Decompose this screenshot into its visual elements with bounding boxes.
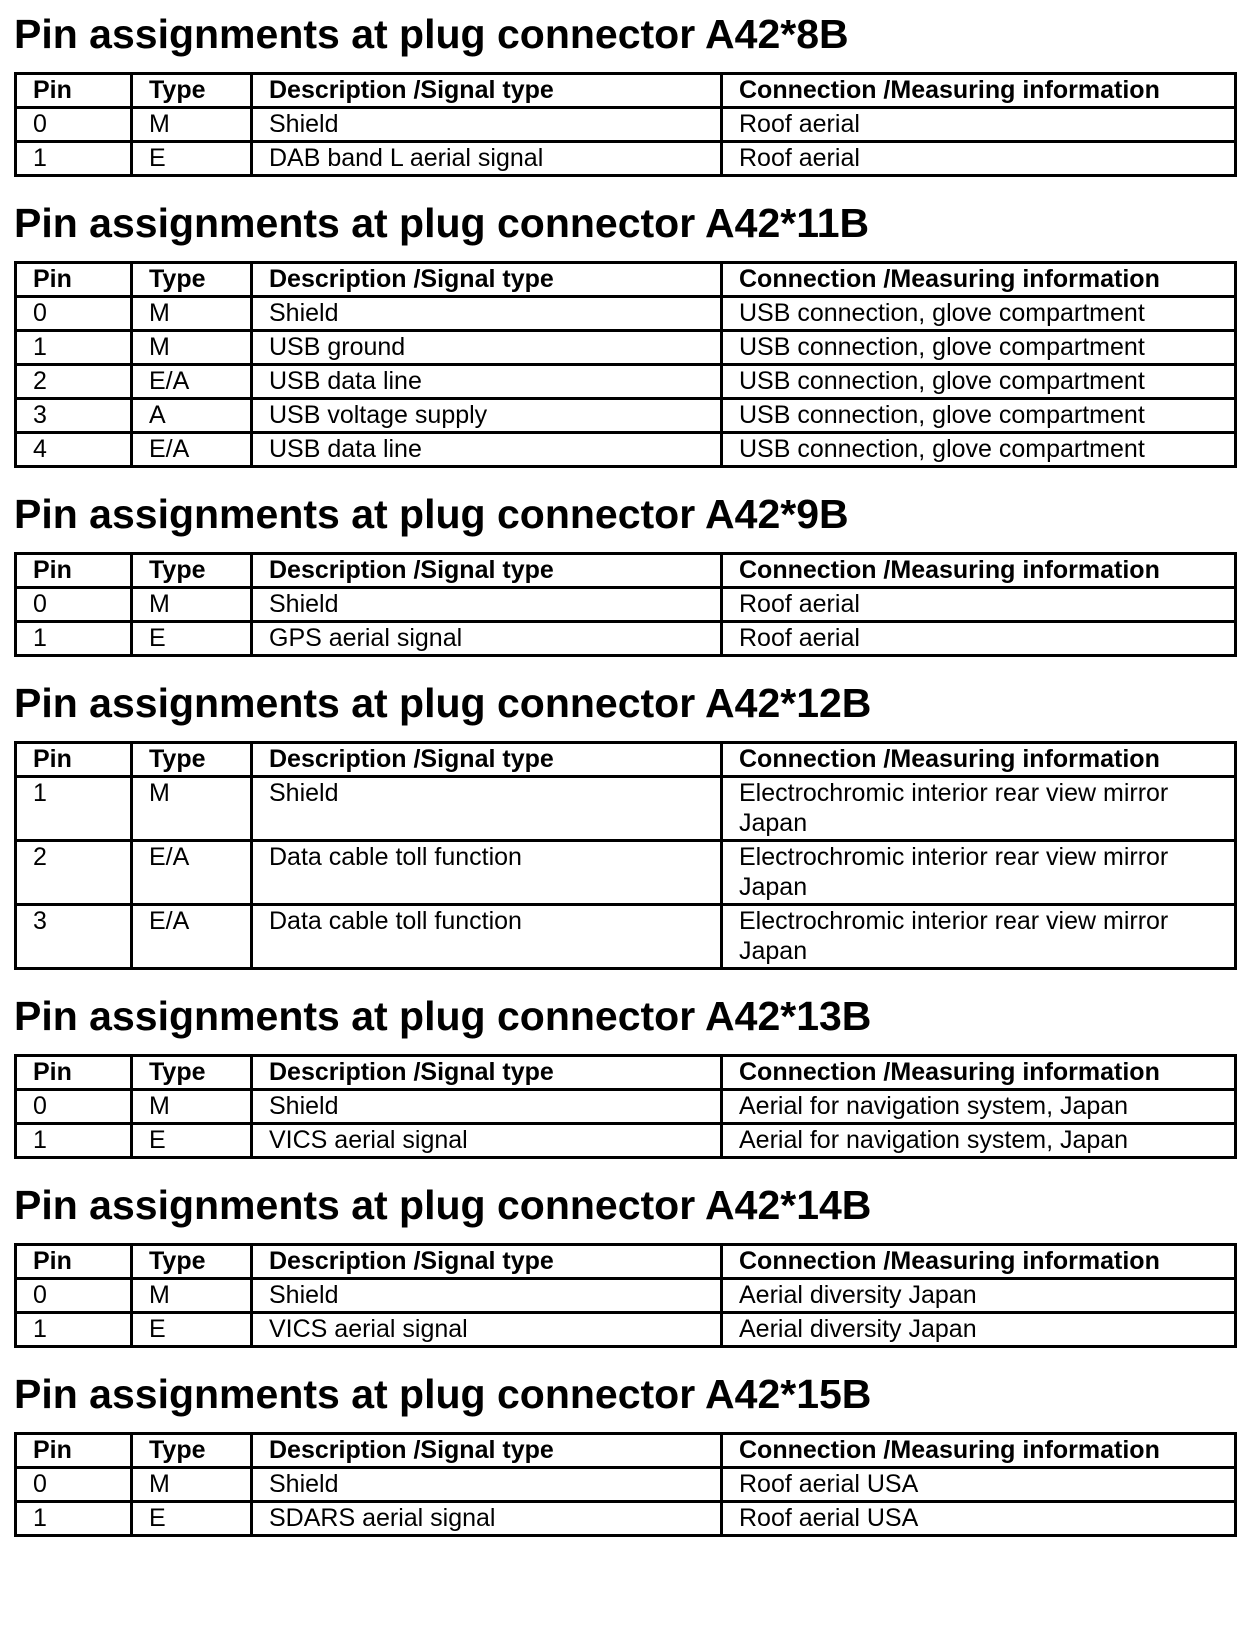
cell-description: Shield — [252, 1090, 722, 1124]
cell-connection: USB connection, glove compartment — [722, 365, 1236, 399]
cell-connection: Roof aerial USA — [722, 1502, 1236, 1536]
header-connection: Connection /Measuring information — [722, 1434, 1236, 1468]
table-row — [16, 108, 1236, 142]
cell-pin: 0 — [16, 1468, 132, 1502]
cell-description: Shield — [252, 108, 722, 142]
section-title: Pin assignments at plug connector A42*12B — [14, 680, 872, 726]
cell-description: Shield — [252, 588, 722, 622]
header-description: Description /Signal type — [252, 1245, 722, 1279]
header-type: Type — [132, 74, 252, 108]
cell-connection: USB connection, glove compartment — [722, 297, 1236, 331]
section-a42-15b — [14, 1370, 1234, 1537]
header-type: Type — [132, 554, 252, 588]
cell-type: E — [132, 1124, 252, 1158]
header-description: Description /Signal type — [252, 1056, 722, 1090]
cell-pin: 0 — [16, 108, 132, 142]
header-pin: Pin — [16, 743, 132, 777]
cell-connection: USB connection, glove compartment — [722, 399, 1236, 433]
cell-pin: 2 — [16, 841, 132, 905]
cell-type: E/A — [132, 905, 252, 969]
section-a42-11b — [14, 199, 1234, 468]
section-a42-13b — [14, 992, 1234, 1159]
cell-pin: 0 — [16, 297, 132, 331]
cell-pin: 1 — [16, 622, 132, 656]
cell-pin: 1 — [16, 1313, 132, 1347]
pin-table — [14, 72, 1237, 177]
table-row — [16, 1468, 1236, 1502]
header-type: Type — [132, 1056, 252, 1090]
header-description: Description /Signal type — [252, 554, 722, 588]
cell-type: M — [132, 588, 252, 622]
section-a42-12b — [14, 679, 1234, 970]
table-row — [16, 1279, 1236, 1313]
section-a42-14b — [14, 1181, 1234, 1348]
pin-table — [14, 741, 1237, 970]
header-type: Type — [132, 1245, 252, 1279]
pin-table — [14, 261, 1237, 468]
cell-type: M — [132, 1468, 252, 1502]
header-connection: Connection /Measuring information — [722, 743, 1236, 777]
pin-table — [14, 1054, 1237, 1159]
header-pin: Pin — [16, 1056, 132, 1090]
header-pin: Pin — [16, 1245, 132, 1279]
cell-type: A — [132, 399, 252, 433]
cell-connection: Roof aerial — [722, 622, 1236, 656]
cell-pin: 1 — [16, 777, 132, 841]
table-header-row — [16, 743, 1236, 777]
cell-connection: Aerial diversity Japan — [722, 1279, 1236, 1313]
cell-description: Shield — [252, 297, 722, 331]
section-a42-8b — [14, 10, 1234, 177]
cell-connection: Aerial for navigation system, Japan — [722, 1090, 1236, 1124]
cell-pin: 2 — [16, 365, 132, 399]
cell-pin: 0 — [16, 1090, 132, 1124]
cell-connection: Electrochromic interior rear view mirror Japan — [722, 905, 1236, 969]
cell-description: SDARS aerial signal — [252, 1502, 722, 1536]
table-row — [16, 1313, 1236, 1347]
cell-pin: 1 — [16, 142, 132, 176]
section-a42-9b — [14, 490, 1234, 657]
header-connection: Connection /Measuring information — [722, 1245, 1236, 1279]
cell-description: USB ground — [252, 331, 722, 365]
table-row — [16, 1502, 1236, 1536]
cell-type: M — [132, 108, 252, 142]
cell-connection: Aerial diversity Japan — [722, 1313, 1236, 1347]
cell-connection: Roof aerial USA — [722, 1468, 1236, 1502]
table-header-row — [16, 74, 1236, 108]
cell-description: Data cable toll function — [252, 905, 722, 969]
cell-type: M — [132, 331, 252, 365]
header-connection: Connection /Measuring information — [722, 1056, 1236, 1090]
cell-description: VICS aerial signal — [252, 1124, 722, 1158]
cell-type: M — [132, 1090, 252, 1124]
cell-type: M — [132, 777, 252, 841]
header-type: Type — [132, 1434, 252, 1468]
cell-description: DAB band L aerial signal — [252, 142, 722, 176]
cell-connection: Roof aerial — [722, 108, 1236, 142]
section-title: Pin assignments at plug connector A42*13B — [14, 993, 872, 1039]
section-title: Pin assignments at plug connector A42*15B — [14, 1371, 872, 1417]
cell-type: E/A — [132, 365, 252, 399]
section-title: Pin assignments at plug connector A42*8B — [14, 11, 849, 57]
cell-pin: 4 — [16, 433, 132, 467]
cell-pin: 1 — [16, 1124, 132, 1158]
cell-description: USB voltage supply — [252, 399, 722, 433]
table-row — [16, 905, 1236, 969]
table-row — [16, 365, 1236, 399]
header-type: Type — [132, 263, 252, 297]
cell-pin: 3 — [16, 905, 132, 969]
header-pin: Pin — [16, 74, 132, 108]
cell-connection: Roof aerial — [722, 588, 1236, 622]
cell-connection: USB connection, glove compartment — [722, 331, 1236, 365]
cell-type: E — [132, 1502, 252, 1536]
cell-type: E/A — [132, 841, 252, 905]
header-pin: Pin — [16, 554, 132, 588]
cell-connection: USB connection, glove compartment — [722, 433, 1236, 467]
cell-pin: 0 — [16, 1279, 132, 1313]
table-row — [16, 142, 1236, 176]
table-row — [16, 331, 1236, 365]
header-description: Description /Signal type — [252, 74, 722, 108]
table-row — [16, 399, 1236, 433]
table-row — [16, 433, 1236, 467]
header-description: Description /Signal type — [252, 1434, 722, 1468]
table-header-row — [16, 1245, 1236, 1279]
section-title: Pin assignments at plug connector A42*11B — [14, 200, 870, 246]
cell-pin: 1 — [16, 331, 132, 365]
pin-table — [14, 1243, 1237, 1348]
header-pin: Pin — [16, 1434, 132, 1468]
header-connection: Connection /Measuring information — [722, 263, 1236, 297]
section-title: Pin assignments at plug connector A42*14B — [14, 1182, 872, 1228]
cell-pin: 3 — [16, 399, 132, 433]
pin-table — [14, 1432, 1237, 1537]
cell-description: Shield — [252, 777, 722, 841]
table-row — [16, 1124, 1236, 1158]
header-connection: Connection /Measuring information — [722, 74, 1236, 108]
cell-type: E — [132, 142, 252, 176]
table-row — [16, 588, 1236, 622]
cell-connection: Electrochromic interior rear view mirror Japan — [722, 841, 1236, 905]
cell-description: Shield — [252, 1279, 722, 1313]
cell-connection: Electrochromic interior rear view mirror Japan — [722, 777, 1236, 841]
table-row — [16, 622, 1236, 656]
header-connection: Connection /Measuring information — [722, 554, 1236, 588]
table-row — [16, 1090, 1236, 1124]
table-header-row — [16, 1056, 1236, 1090]
table-header-row — [16, 1434, 1236, 1468]
cell-pin: 0 — [16, 588, 132, 622]
cell-description: VICS aerial signal — [252, 1313, 722, 1347]
cell-type: M — [132, 297, 252, 331]
cell-description: Data cable toll function — [252, 841, 722, 905]
cell-connection: Aerial for navigation system, Japan — [722, 1124, 1236, 1158]
section-title: Pin assignments at plug connector A42*9B — [14, 491, 849, 537]
header-description: Description /Signal type — [252, 743, 722, 777]
cell-type: M — [132, 1279, 252, 1313]
cell-description: USB data line — [252, 433, 722, 467]
header-pin: Pin — [16, 263, 132, 297]
table-row — [16, 297, 1236, 331]
document-page — [14, 10, 1234, 1559]
cell-type: E — [132, 622, 252, 656]
table-row — [16, 777, 1236, 841]
table-header-row — [16, 554, 1236, 588]
cell-description: USB data line — [252, 365, 722, 399]
table-header-row — [16, 263, 1236, 297]
table-row — [16, 841, 1236, 905]
header-type: Type — [132, 743, 252, 777]
pin-table — [14, 552, 1237, 657]
header-description: Description /Signal type — [252, 263, 722, 297]
cell-connection: Roof aerial — [722, 142, 1236, 176]
cell-type: E/A — [132, 433, 252, 467]
cell-pin: 1 — [16, 1502, 132, 1536]
cell-description: GPS aerial signal — [252, 622, 722, 656]
cell-description: Shield — [252, 1468, 722, 1502]
cell-type: E — [132, 1313, 252, 1347]
